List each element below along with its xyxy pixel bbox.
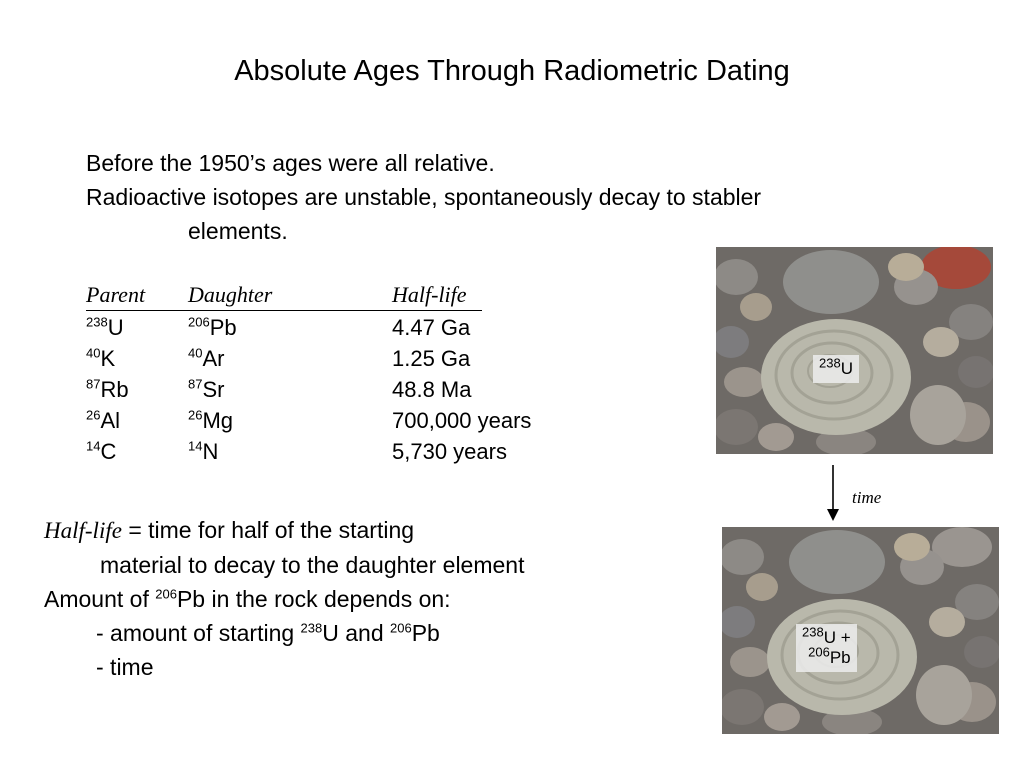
half-life-term: Half-life xyxy=(44,518,122,543)
bullet-1-mass-2: 206 xyxy=(390,620,412,636)
intro-line-1: Before the 1950’s ages were all relative. xyxy=(86,150,495,176)
amount-mass: 206 xyxy=(155,586,177,602)
bullet-1-c: Pb xyxy=(411,620,440,646)
table-row xyxy=(86,439,526,470)
header-half-life: Half-life xyxy=(392,282,467,307)
daughter-cell: $^{87}$Sr xyxy=(188,376,225,402)
half-life-cell: 1.25 Ga xyxy=(392,346,471,371)
parent-cell: $^{26}$Al xyxy=(86,407,121,433)
amount-b: Pb in the rock depends on: xyxy=(176,586,451,612)
bullet-1 xyxy=(44,616,524,650)
photo-bottom-mass-1: 238 xyxy=(802,624,824,640)
intro-line-2: Radioactive isotopes are unstable, spontaneously decay to stabler xyxy=(86,184,762,210)
daughter-cell: $^{40}$Ar xyxy=(188,345,225,371)
table-rows xyxy=(86,314,532,470)
table-row xyxy=(86,346,526,377)
definition-text xyxy=(44,513,524,684)
table-row xyxy=(86,377,526,408)
daughter-cell: $^{26}$Mg xyxy=(188,407,234,433)
amount-line xyxy=(44,582,524,616)
bullet-1-a: - amount of starting xyxy=(96,620,301,646)
header-parent: Parent xyxy=(86,282,146,307)
amount-a: Amount of xyxy=(44,586,156,612)
photo-top-label xyxy=(813,355,859,383)
photo-bottom-symbol-2: Pb xyxy=(829,648,851,667)
rock-photo-top xyxy=(716,247,993,454)
half-life-cell: 700,000 years xyxy=(392,408,532,433)
time-label: time xyxy=(852,488,882,507)
table-row xyxy=(86,407,532,439)
bullet-2: - time xyxy=(96,654,154,680)
half-life-cell: 4.47 Ga xyxy=(392,315,471,340)
photo-bottom-mass-2: 206 xyxy=(808,644,830,660)
parent-cell: $^{238}$U xyxy=(86,314,124,340)
rock-photo-bottom-image xyxy=(722,527,999,734)
parent-cell: $^{87}$Rb xyxy=(86,376,129,402)
photo-bottom-line-2 xyxy=(802,644,851,668)
rock-photo-top-image xyxy=(716,247,993,454)
definition-cont: material to decay to the daughter element xyxy=(100,552,525,578)
time-arrow-icon xyxy=(823,465,843,523)
intro-text xyxy=(86,146,761,248)
rock-photo-bottom xyxy=(722,527,999,734)
definition-eq: = time for half of the starting xyxy=(121,517,415,543)
photo-top-mass: 238 xyxy=(819,355,841,371)
photo-bottom-symbol-1: U + xyxy=(823,628,851,647)
daughter-cell: $^{206}$Pb xyxy=(188,314,237,340)
daughter-cell: $^{14}$N xyxy=(188,438,219,464)
table-row xyxy=(86,315,526,346)
table-header xyxy=(86,282,482,311)
parent-cell: $^{40}$K xyxy=(86,345,116,371)
photo-bottom-label xyxy=(796,624,857,672)
photo-top-symbol: U xyxy=(840,359,853,378)
half-life-cell: 5,730 years xyxy=(392,439,507,464)
parent-cell: $^{14}$C xyxy=(86,438,117,464)
definition-line xyxy=(44,513,524,548)
isotope-table xyxy=(86,282,532,470)
header-daughter: Daughter xyxy=(188,282,273,307)
bullet-1-mass-1: 238 xyxy=(300,620,323,636)
intro-line-3: elements. xyxy=(188,218,288,244)
bullet-1-b: U and xyxy=(322,620,391,646)
half-life-cell: 48.8 Ma xyxy=(392,377,472,402)
slide-title: Absolute Ages Through Radiometric Dating xyxy=(234,55,790,87)
